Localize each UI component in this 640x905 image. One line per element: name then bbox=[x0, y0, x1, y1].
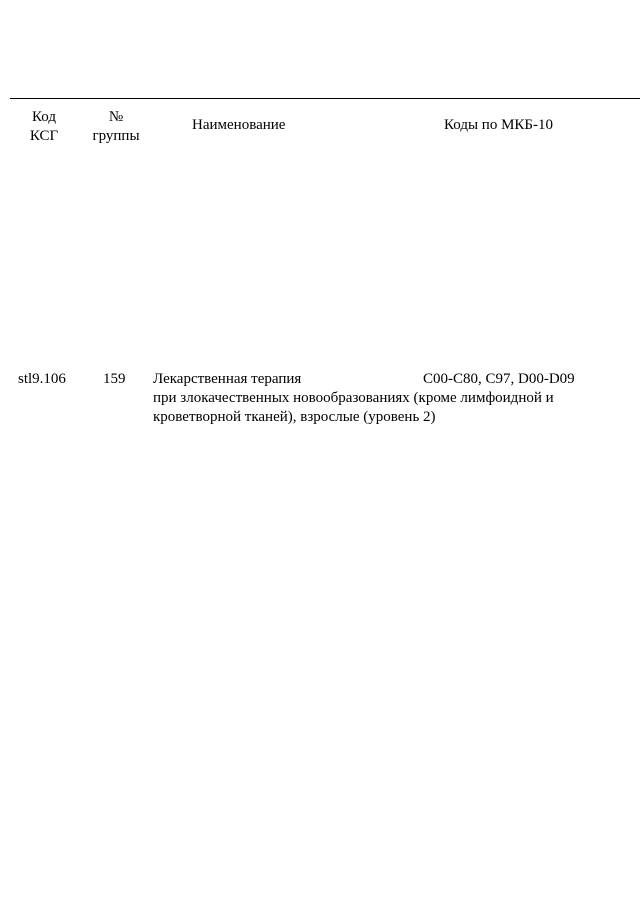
row-name-line3: кроветворной тканей), взрослые (уровень 2) bbox=[153, 409, 436, 425]
header-group-number-line1: № bbox=[108, 109, 124, 125]
row-ksg-code: stl9.106 bbox=[18, 371, 66, 387]
header-icd-codes: Коды по МКБ-10 bbox=[444, 117, 554, 133]
header-ksg-code-line1: Код bbox=[32, 109, 56, 125]
header-ksg-code bbox=[22, 108, 66, 146]
row-name-line2: при злокачественных новообразованиях (кроме лимфоидной и bbox=[153, 390, 554, 406]
header-name: Наименование bbox=[192, 117, 286, 133]
row-icd-codes: C00-C80, C97, D00-D09 bbox=[423, 371, 575, 387]
row-group-number: 159 bbox=[103, 371, 126, 387]
row-name-line1: Лекарственная терапия bbox=[153, 371, 302, 387]
header-group-number bbox=[86, 108, 146, 146]
header-ksg-code-line2: КСГ bbox=[29, 128, 59, 144]
table-top-border bbox=[10, 98, 640, 99]
header-group-number-line2: группы bbox=[92, 128, 140, 144]
